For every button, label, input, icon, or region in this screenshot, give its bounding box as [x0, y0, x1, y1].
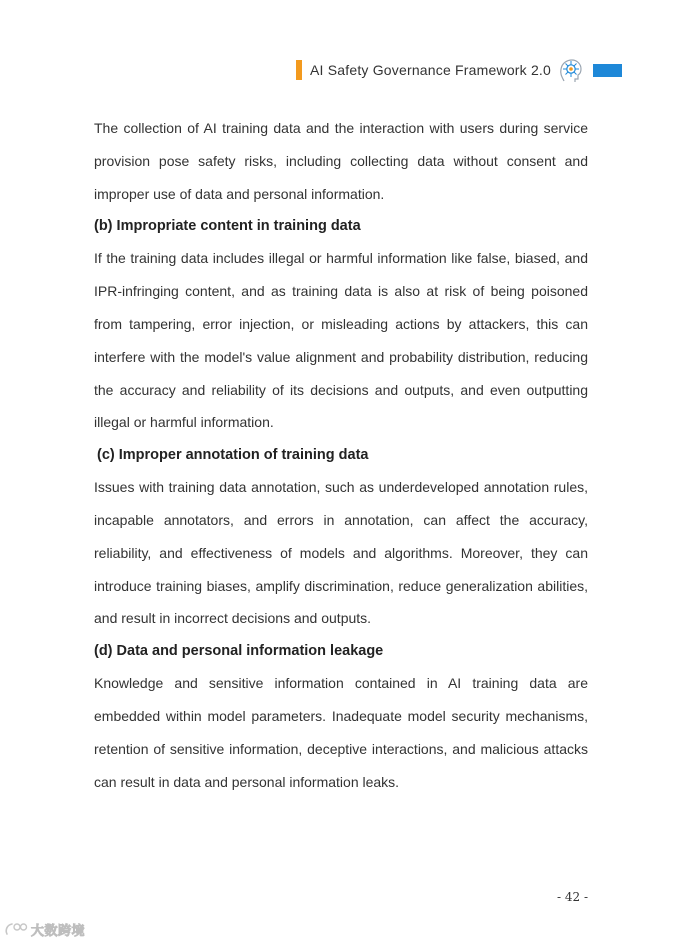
header-title: AI Safety Governance Framework 2.0	[310, 62, 552, 78]
document-body	[94, 112, 588, 798]
paragraph-intro: The collection of AI training data and the interaction with users during service provision pose safety risks, including collecting data without consent and improper use of data and personal information.	[94, 120, 588, 202]
heading-impropriate-content: (b) Impropriate content in training data	[94, 218, 361, 235]
watermark	[4, 920, 85, 938]
watermark-text: 大数跨境	[31, 922, 86, 938]
paragraph-improper-annotation: Issues with training data annotation, such as underdeveloped annotation rules, incapable annotators, and errors in annotation, can affect the accuracy, reliability, and effectiveness of models and algorithms. Moreover, they can introduce training biases, amplify discrimination, reduce generalization abilities, and result in incorrect decisions and outputs.	[94, 479, 588, 627]
page-header	[296, 58, 622, 82]
header-blue-bar	[593, 64, 622, 77]
paragraph-data-leakage: Knowledge and sensitive information contained in AI training data are embedded within model parameters. Inadequate model security mechanisms, retention of sensitive information, deceptive interactions, and malicious attacks can result in data and personal information leaks.	[94, 675, 588, 790]
page-number: - 42 -	[556, 890, 588, 904]
paragraph-impropriate-content: If the training data includes illegal or harmful information like false, biased, and IPR-infringing content, and as training data is also at risk of being poisoned from tampering, error injection, or misleading actions by attackers, this can interfere with the model's value alignment and probability distribution, reducing the accuracy and reliability of its decisions and outputs, and even outputting illegal or harmful information.	[94, 250, 588, 431]
watermark-logo-icon	[4, 921, 28, 937]
heading-improper-annotation: (c) Improper annotation of training data	[97, 447, 369, 464]
ai-head-icon	[555, 55, 585, 85]
header-orange-bar	[296, 60, 302, 80]
heading-data-leakage: (d) Data and personal information leakage	[94, 643, 384, 660]
